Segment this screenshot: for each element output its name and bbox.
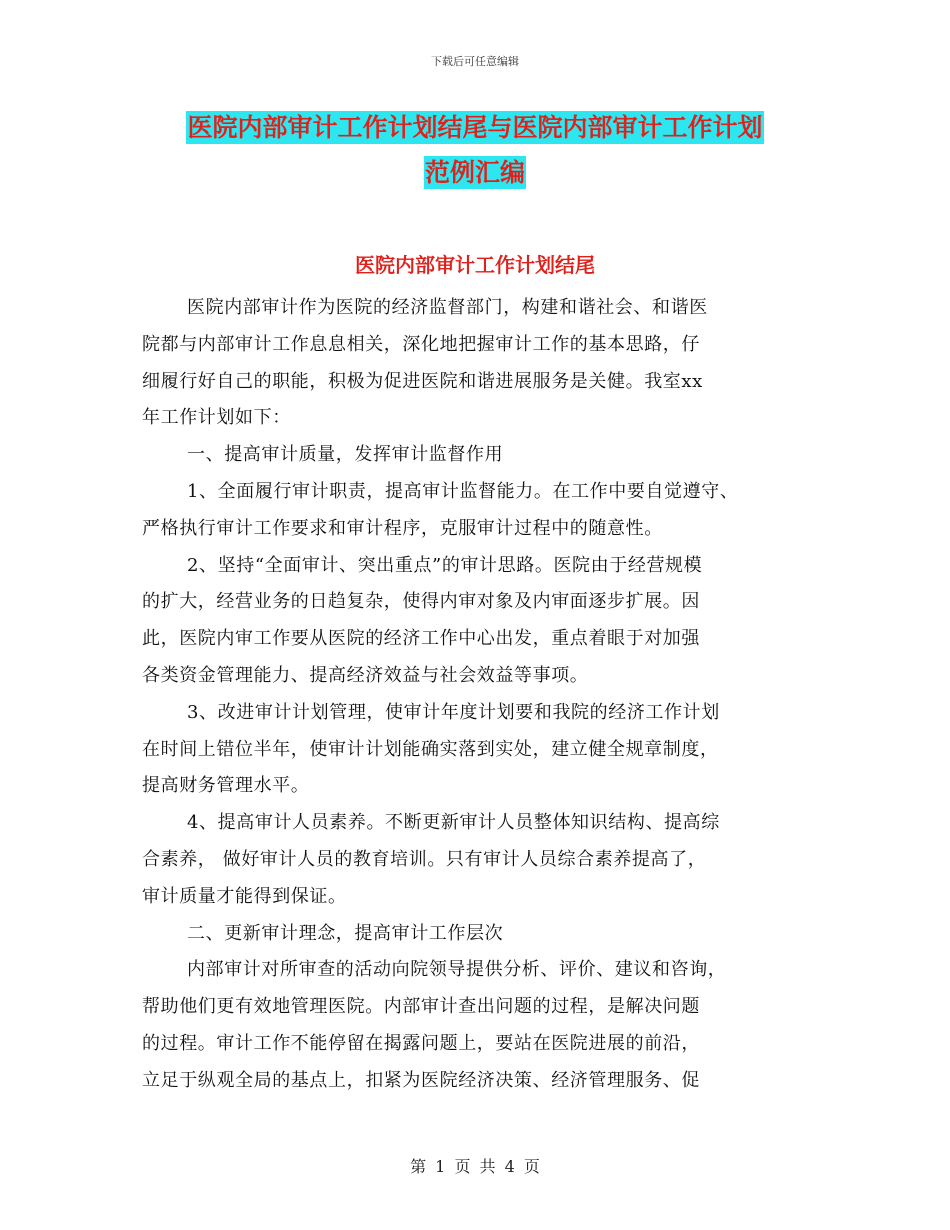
body-line: 合素养， 做好审计人员的教育培训。只有审计人员综合素养提高了， [142,849,707,870]
body-line: 立足于纵观全局的基点上，扣紧为医院经济决策、经济管理服务、促 [142,1069,700,1091]
body-line: 各类资金管理能力、提高经济效益与社会效益等事项。 [142,665,589,686]
document-title-text-1: 医院内部审计工作计划结尾与医院内部审计工作计划 [187,113,763,142]
body-line: 院都与内部审计工作息息相关，深化地把握审计工作的基本思路，仔 [142,333,700,355]
body-line: 医院内部审计作为医院的经济监督部门，构建和谐社会、和谐医 [187,297,708,318]
body-line: 此，医院内审工作要从医院的经济工作中心出发，重点着眼于对加强 [142,628,700,650]
body-line: 一、提高审计质量，发挥审计监督作用 [187,444,504,466]
body-line: 内部审计对所审查的活动向院领导提供分析、评价、建议和咨询， [187,959,727,981]
page-footer: 第 1 页 共 4 页 [410,1157,540,1176]
body-line: 1、全面履行审计职责，提高审计监督能力。在工作中要自觉遵守、 [187,481,739,502]
body-line: 4、提高审计人员素养。不断更新审计人员整体知识结构、提高综 [187,812,720,834]
section-title: 医院内部审计工作计划结尾 [355,253,595,277]
header-note: 下载后可任意编辑 [431,55,519,68]
body-line: 细履行好自己的职能，积极为促进医院和谐进展服务是关健。我室xx [142,370,703,392]
body-line: 2、坚持“全面审计、突出重点”的审计思路。医院由于经营规模 [187,554,703,576]
body-line: 二、更新审计理念，提高审计工作层次 [187,922,504,944]
body-line: 3、改进审计计划管理，使审计年度计划要和我院的经济工作计划 [187,701,720,723]
document-title-line-1 [0,113,950,143]
body-line: 的扩大，经营业务的日趋复杂，使得内审对象及内审面逐步扩展。因 [142,591,700,613]
body-line: 年工作计划如下： [142,407,291,429]
body-line: 在时间上错位半年，使审计计划能确实落到实处，建立健全规章制度， [142,738,719,760]
document-title-line-2 [0,158,950,188]
body-line: 审计质量才能得到保证。 [142,885,347,907]
body-line: 提高财务管理水平。 [142,775,310,797]
document-title-text-2: 范例汇编 [424,158,525,187]
body-line: 的过程。审计工作不能停留在揭露问题上，要站在医院进展的前沿， [142,1033,700,1054]
body-line: 帮助他们更有效地管理医院。内部审计查出问题的过程，是解决问题 [142,996,700,1018]
body-line: 严格执行审计工作要求和审计程序，克服审计过程中的随意性。 [142,517,663,539]
